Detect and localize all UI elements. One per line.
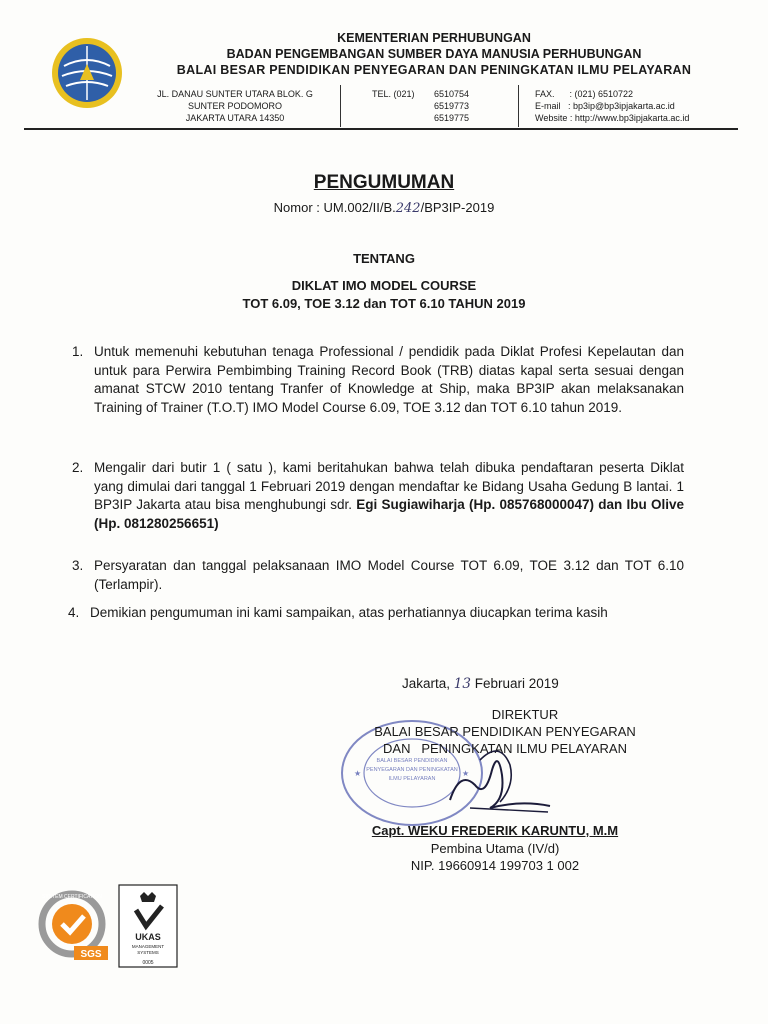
svg-text:ILMU PELAYARAN: ILMU PELAYARAN bbox=[388, 776, 436, 782]
subject-title bbox=[0, 277, 768, 313]
letterhead-ministry: KEMENTERIAN PERHUBUNGAN bbox=[337, 31, 531, 45]
website-line: Website : http://www.bp3ipjakarta.ac.id bbox=[535, 113, 690, 123]
list-item bbox=[72, 459, 684, 533]
email-line: E-mail : bp3ip@bp3ipjakarta.ac.id bbox=[535, 101, 675, 111]
document-title: PENGUMUMAN bbox=[313, 172, 455, 193]
date-day-handwritten: 13 bbox=[453, 676, 471, 692]
tel-number: 6519775 bbox=[434, 113, 470, 123]
letterhead-address bbox=[140, 88, 330, 124]
item-number: 3. bbox=[72, 558, 84, 573]
svg-text:UKAS: UKAS bbox=[135, 932, 161, 942]
address-line: JL. DANAU SUNTER UTARA BLOK. G bbox=[157, 89, 313, 99]
item-text: Persyaratan dan tanggal pelaksanaan IMO Model Course TOT 6.09, TOE 3.12 dan TOT 6.10 (Terlampir). bbox=[94, 558, 684, 592]
signatory-name: Capt. WEKU FREDERIK KARUNTU, M.M bbox=[371, 823, 619, 838]
svg-text:MANAGEMENT: MANAGEMENT bbox=[131, 944, 165, 949]
number-suffix: /BP3IP-2019 bbox=[420, 200, 495, 215]
subject-heading: TENTANG bbox=[353, 251, 415, 266]
svg-text:SYSTEMS: SYSTEMS bbox=[137, 950, 159, 955]
divider bbox=[340, 85, 341, 127]
letterhead-agency: BADAN PENGEMBANGAN SUMBER DAYA MANUSIA PERHUBUNGAN bbox=[226, 47, 642, 61]
subject-line-2: TOT 6.09, TOE 3.12 dan TOT 6.10 TAHUN 2019 bbox=[242, 296, 526, 311]
signatory-rank: Pembina Utama (IV/d) bbox=[430, 841, 560, 856]
item-text bbox=[94, 459, 684, 533]
subject-line-1: DIKLAT IMO MODEL COURSE bbox=[291, 278, 477, 293]
signatory-institution-1: BALAI BESAR PENDIDIKAN PENYEGARAN bbox=[374, 724, 636, 739]
ukas-certification-logo bbox=[118, 884, 178, 968]
letterhead bbox=[130, 30, 738, 78]
svg-text:SGS: SGS bbox=[80, 949, 102, 960]
item-text-regular: Mengalir dari butir 1 ( satu ), kami beritahukan bahwa telah dibuka pendaftaran peserta Diklat yang dimulai dari tanggal 1 Februari 2019 dengan mendaftar ke Bidang Usaha Gedung B lantai. 1 BP3IP Jakarta atau bisa menghubungi sdr. bbox=[94, 460, 684, 512]
svg-text:0005: 0005 bbox=[142, 960, 154, 966]
svg-text:★: ★ bbox=[462, 769, 470, 778]
item-number: 1. bbox=[72, 344, 84, 359]
sgs-certification-logo bbox=[30, 884, 114, 968]
item-text: Demikian pengumuman ini kami sampaikan, atas perhatiannya diucapkan terima kasih bbox=[90, 605, 608, 620]
signatory-position: DIREKTUR bbox=[491, 707, 559, 722]
ministry-logo bbox=[50, 36, 124, 110]
number-prefix: Nomor : UM.002/II/B. bbox=[273, 200, 396, 215]
signatory-institution-2: DAN PENINGKATAN ILMU PELAYARAN bbox=[383, 741, 627, 756]
tel-number: 6510754 bbox=[434, 89, 470, 99]
svg-text:PENYEGARAN DAN PENINGKATAN: PENYEGARAN DAN PENINGKATAN bbox=[366, 767, 458, 773]
tel-label: TEL. (021) bbox=[372, 89, 415, 99]
item-text: Untuk memenuhi kebutuhan tenaga Professional / pendidik pada Diklat Profesi Kepelautan dan untuk para Perwira Pembimbing Training Record Book (TRB) diatas kapal serta sesuai dengan amanat STCW 2010 tentang Tranfer of Knowledge at Ship, maka BP3IP akan melaksanakan Training of Trainer (T.O.T) IMO Model Course 6.09, TOE 3.12 dan TOT 6.10 tahun 2019. bbox=[94, 344, 684, 415]
date-suffix: Februari 2019 bbox=[470, 676, 559, 691]
tel-number: 6519773 bbox=[434, 101, 470, 111]
item-number: 2. bbox=[72, 460, 84, 475]
svg-text:★: ★ bbox=[354, 769, 362, 778]
list-item bbox=[72, 343, 684, 417]
fax-line: FAX. : (021) 6510722 bbox=[535, 89, 634, 99]
list-item bbox=[72, 557, 684, 594]
item-text-contacts: Egi Sugiawiharja (Hp. 085768000047) dan Ibu Olive (Hp. 081280256651) bbox=[94, 497, 684, 531]
item-number: 4. bbox=[68, 605, 80, 620]
letterhead-institution: BALAI BESAR PENDIDIKAN PENYEGARAN DAN PENINGKATAN ILMU PELAYARAN bbox=[176, 63, 692, 77]
divider bbox=[518, 85, 519, 127]
document-number bbox=[0, 200, 768, 216]
list-item bbox=[68, 604, 688, 623]
svg-text:BALAI BESAR PENDIDIKAN: BALAI BESAR PENDIDIKAN bbox=[376, 758, 448, 764]
letterhead-rule bbox=[24, 128, 738, 130]
address-line: SUNTER PODOMORO bbox=[187, 101, 282, 111]
handwritten-signature bbox=[430, 730, 560, 820]
letterhead-phone bbox=[372, 88, 502, 124]
number-handwritten: 242 bbox=[395, 201, 421, 216]
letterhead-fax-email bbox=[535, 88, 735, 124]
svg-text:SYSTEM CERTIFICATION: SYSTEM CERTIFICATION bbox=[42, 894, 102, 900]
date-prefix: Jakarta, bbox=[402, 676, 454, 691]
address-line: JAKARTA UTARA 14350 bbox=[185, 113, 285, 123]
signatory-nip: NIP. 19660914 199703 1 002 bbox=[410, 858, 580, 873]
letter-date bbox=[402, 676, 559, 692]
signatory-details bbox=[345, 840, 645, 874]
